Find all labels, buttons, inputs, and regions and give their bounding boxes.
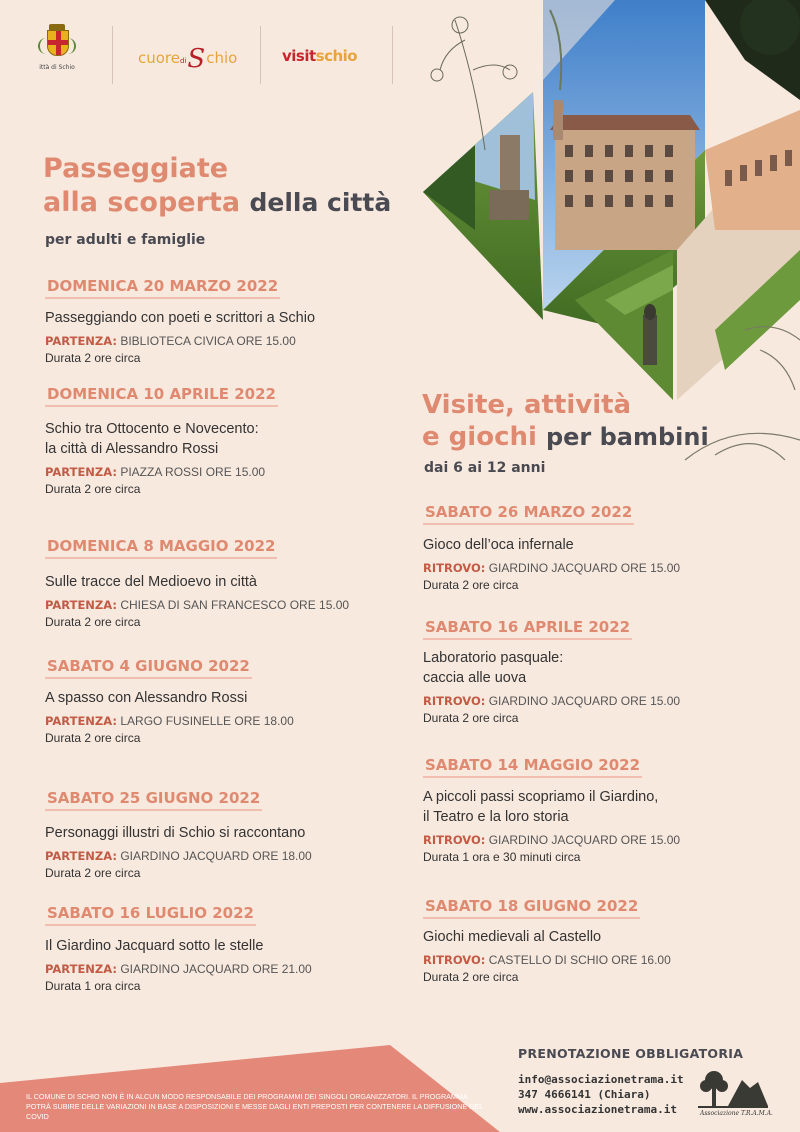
event-title: A piccoli passi scopriamo il Giardino, il Teatro e la loro storia: [423, 789, 659, 825]
tree-icon: [700, 1071, 728, 1106]
event-date: DOMENICA 8 MAGGIO 2022: [45, 537, 277, 559]
adults-event-1: [45, 276, 385, 365]
event-title: Laboratorio pasquale: caccia alle uova: [423, 650, 564, 686]
adults-title: Passeggiate alla scoperta della città: [43, 153, 392, 218]
kids-event-2: [423, 617, 763, 725]
event-date: SABATO 25 GIUGNO 2022: [45, 789, 262, 811]
event-meeting-point: PARTENZA: BIBLIOTECA CIVICA ORE 15.00: [45, 334, 296, 348]
disclaimer-text: IL COMUNE DI SCHIO NON È IN ALCUN MODO RESPONSABILE DEI PROGRAMMI DEI SINGOLI ORGANIZZATORI. IL PROGRAMMA POTRÀ SUBIRE DELLE VARIAZIONI IN BASE A DISPOSIZIONI E MESSE DAGLI ENTI PREPOSTI PER CONTENERE LA DIFFUSIONE DEL COVID: [26, 1092, 483, 1121]
event-date: SABATO 16 LUGLIO 2022: [45, 904, 256, 926]
adults-event-6: [45, 903, 385, 993]
event-date: SABATO 26 MARZO 2022: [423, 503, 634, 525]
event-title: A spasso con Alessandro Rossi: [45, 690, 248, 706]
adults-event-4: [45, 656, 385, 745]
adults-event-5: [45, 788, 385, 880]
event-duration: Durata 2 ore circa: [45, 482, 141, 496]
adults-event-3: [45, 536, 385, 629]
event-title: Schio tra Ottocento e Novecento: la città di Alessandro Rossi: [45, 421, 259, 457]
kids-event-3: [423, 755, 763, 864]
event-date: SABATO 14 MAGGIO 2022: [423, 756, 642, 778]
event-title: Sulle tracce del Medioevo in città: [45, 574, 257, 590]
city-of-schio-logo: [32, 24, 82, 71]
mountain-icon: [728, 1080, 768, 1106]
event-meeting-point: RITROVO: CASTELLO DI SCHIO ORE 16.00: [423, 953, 671, 967]
visit-schio-logo: visitschio: [282, 47, 358, 65]
trama-label: Associazione T.R.A.M.A.: [700, 1110, 773, 1117]
event-duration: Durata 2 ore circa: [423, 970, 519, 984]
event-date: SABATO 16 APRILE 2022: [423, 618, 632, 640]
event-meeting-point: PARTENZA: LARGO FUSINELLE ORE 18.00: [45, 714, 294, 728]
event-meeting-point: PARTENZA: CHIESA DI SAN FRANCESCO ORE 15.00: [45, 598, 350, 612]
event-title: Gioco dell’oca infernale: [423, 537, 574, 553]
event-title: Il Giardino Jacquard sotto le stelle: [45, 938, 264, 954]
event-duration: Durata 2 ore circa: [45, 351, 141, 365]
event-title: Passeggiando con poeti e scrittori a Schio: [45, 310, 316, 326]
tree-branches-photo: [705, 0, 800, 100]
event-duration: Durata 2 ore circa: [423, 578, 519, 592]
event-title: Personaggi illustri di Schio si raccontano: [45, 825, 306, 841]
contact-phone[interactable]: 347 4666141 (Chiara): [518, 1088, 651, 1101]
event-date: DOMENICA 20 MARZO 2022: [45, 277, 280, 299]
contact-website[interactable]: www.associazionetrama.it: [518, 1103, 677, 1116]
kids-event-4: [423, 896, 763, 984]
city-label: ittà di Schio: [39, 64, 75, 71]
heart-s-icon: S: [187, 44, 206, 74]
event-date: DOMENICA 10 APRILE 2022: [45, 385, 278, 407]
event-meeting-point: PARTENZA: GIARDINO JACQUARD ORE 21.00: [45, 962, 312, 976]
city-crest-icon: [44, 24, 70, 56]
event-meeting-point: RITROVO: GIARDINO JACQUARD ORE 15.00: [423, 833, 681, 847]
event-title: Giochi medievali al Castello: [423, 929, 602, 945]
castle-tower-photo: [423, 92, 543, 320]
event-meeting-point: PARTENZA: GIARDINO JACQUARD ORE 18.00: [45, 849, 312, 863]
associazione-trama-logo: [692, 1066, 772, 1126]
event-date: SABATO 4 GIUGNO 2022: [45, 657, 252, 679]
logo-divider: [112, 26, 113, 84]
event-meeting-point: RITROVO: GIARDINO JACQUARD ORE 15.00: [423, 694, 681, 708]
event-date: SABATO 18 GIUGNO 2022: [423, 897, 640, 919]
kids-event-1: [423, 502, 763, 592]
event-duration: Durata 2 ore circa: [45, 615, 141, 629]
booking-title: PRENOTAZIONE OBBLIGATORIA: [518, 1046, 744, 1061]
event-duration: Durata 1 ora e 30 minuti circa: [423, 850, 581, 864]
event-duration: Durata 2 ore circa: [45, 866, 141, 880]
kids-title: Visite, attività e giochi per bambini: [422, 390, 709, 452]
kids-subtitle: dai 6 ai 12 anni: [424, 460, 546, 476]
cuore-di-schio-logo: cuorediSchio: [138, 44, 238, 74]
adults-subtitle: per adulti e famiglie: [45, 232, 206, 248]
event-meeting-point: PARTENZA: PIAZZA ROSSI ORE 15.00: [45, 465, 266, 479]
logo-divider: [392, 26, 393, 84]
event-meeting-point: RITROVO: GIARDINO JACQUARD ORE 15.00: [423, 561, 681, 575]
event-duration: Durata 2 ore circa: [45, 731, 141, 745]
logo-divider: [260, 26, 261, 84]
contact-email[interactable]: info@associazionetrama.it: [518, 1073, 684, 1086]
adults-event-2: [45, 384, 385, 496]
event-duration: Durata 2 ore circa: [423, 711, 519, 725]
event-duration: Durata 1 ora circa: [45, 979, 141, 993]
